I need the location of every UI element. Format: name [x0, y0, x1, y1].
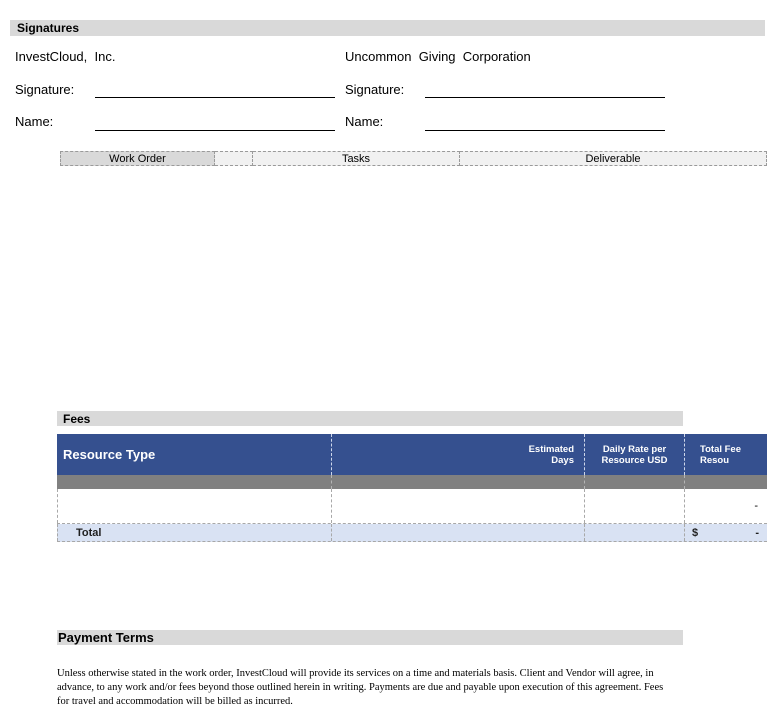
- gray-row-cell: [585, 475, 685, 489]
- signatures-title: Signatures: [17, 21, 80, 35]
- name-line-left[interactable]: [95, 130, 335, 131]
- estimated-days-cell: [332, 489, 585, 523]
- fees-section-header: [57, 411, 683, 426]
- fees-table-total-row: [57, 524, 767, 542]
- daily-rate-cell: [585, 489, 685, 523]
- name-line-right[interactable]: [425, 130, 665, 131]
- total-amount-cell: [685, 524, 767, 541]
- daily-rate-line2: Resource USD: [601, 454, 668, 466]
- resource-type-header: Resource Type: [57, 434, 332, 475]
- deliverable-col-header: Deliverable: [460, 151, 767, 166]
- fees-table-gray-row: [57, 475, 767, 489]
- party-name-right: Uncommon Giving Corporation: [345, 49, 531, 64]
- total-fees-line2: Resou: [700, 454, 730, 466]
- payment-terms-title: Payment Terms: [58, 630, 154, 645]
- name-label-left: Name:: [15, 114, 54, 129]
- work-order-col-header: Work Order: [60, 151, 215, 166]
- total-fees-cell: -: [685, 489, 767, 523]
- name-label-right: Name:: [345, 114, 384, 129]
- gray-row-cell: [57, 475, 332, 489]
- total-label-cell: Total: [57, 524, 332, 541]
- signature-label-left: Signature:: [15, 82, 75, 97]
- payment-terms-body: [57, 667, 663, 709]
- fees-table-header-row: [57, 434, 767, 475]
- fees-title: Fees: [63, 411, 91, 426]
- total-fees-line1: Total Fee: [700, 443, 741, 455]
- total-value: -: [755, 526, 759, 539]
- tasks-col-header: Tasks: [253, 151, 460, 166]
- payment-terms-line: advance, to any work and/or fees beyond those outlined herein in writing. Payments are due and payable upon execution of this agreement. Fees: [57, 682, 664, 693]
- gray-row-cell: [332, 475, 585, 489]
- estimated-days-line2: Days: [551, 454, 574, 466]
- resource-type-cell: [57, 489, 332, 523]
- payment-terms-line: Unless otherwise stated in the work order, InvestCloud will provide its services on a time and materials basis. Client and Vendor will agree, in: [57, 668, 654, 679]
- daily-rate-line1: Daily Rate per: [602, 443, 667, 455]
- signature-line-left[interactable]: [95, 97, 335, 98]
- fees-table: [57, 434, 767, 542]
- payment-terms-line: for travel and accommodation will be billed as incurred.: [57, 696, 293, 707]
- currency-symbol: $: [692, 526, 699, 539]
- signatures-section-header: [10, 20, 765, 36]
- estimated-days-line1: Estimated: [528, 443, 574, 455]
- signature-label-right: Signature:: [345, 82, 405, 97]
- gray-row-cell: [685, 475, 767, 489]
- work-order-empty-col-header: [215, 151, 253, 166]
- work-order-header-row: [60, 151, 767, 166]
- total-empty-cell: [332, 524, 585, 541]
- payment-terms-section-header: [57, 630, 683, 645]
- party-name-left: InvestCloud, Inc.: [15, 49, 116, 64]
- daily-rate-header: [585, 434, 685, 475]
- total-empty-cell: [585, 524, 685, 541]
- fees-table-data-row: [57, 489, 767, 524]
- total-fees-header: [685, 434, 767, 475]
- signature-line-right[interactable]: [425, 97, 665, 98]
- estimated-days-header: [332, 434, 585, 475]
